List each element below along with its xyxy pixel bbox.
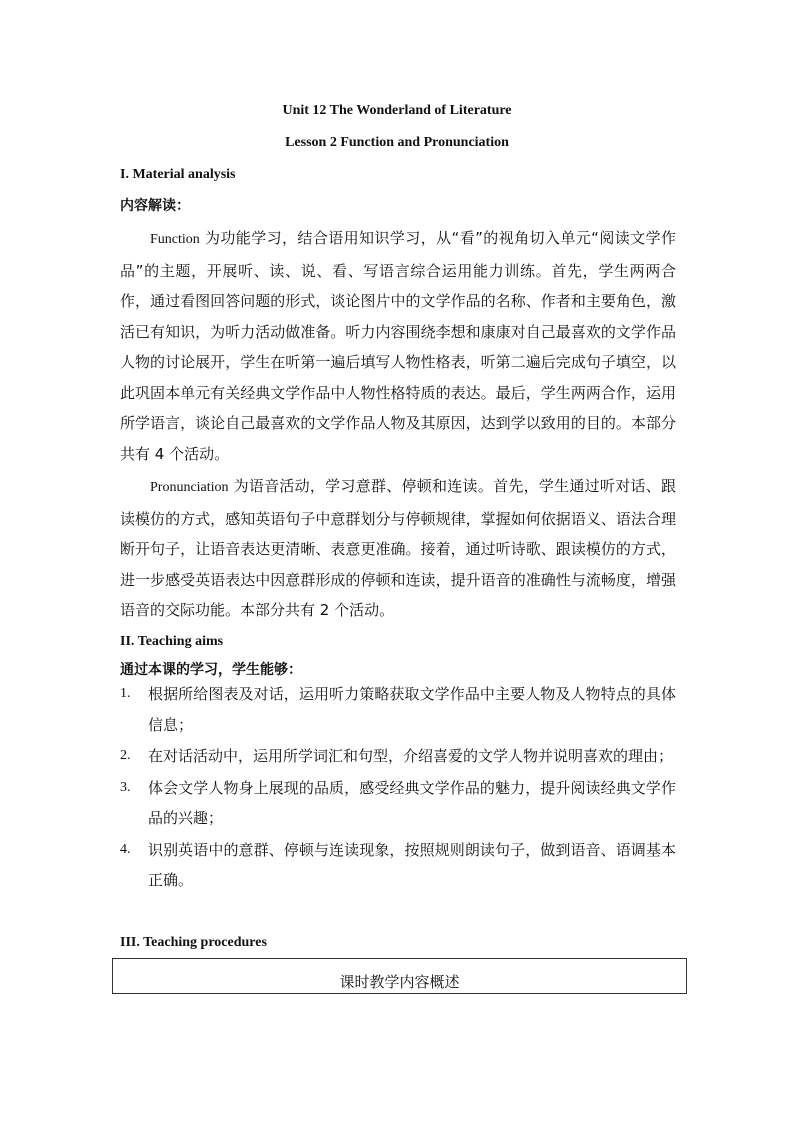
list-item: 3. 体会文学人物身上展现的品质，感受经典文学作品的魅力，提升阅读经典文学作品的兴趣；: [120, 778, 676, 827]
paragraph-function: [120, 223, 676, 469]
section-heading-teaching-aims: II. Teaching aims: [120, 634, 224, 649]
paragraph-pronunciation-body: 为语音活动，学习意群、停顿和连读。首先，学生通过听对话、跟读模仿的方式，感知英语句子中意群划分与停顿规律，掌握如何依据语义、语法合理断开句子，让语音表达更清晰、表意更准确。接着，通过听诗歌、跟读模仿的方式，进一步感受英语表达中因意群形成的停顿和连读，提升语音的准确性与流畅度，增强语音的交际功能。本部分共有 2 个活动。: [120, 477, 676, 619]
section-heading-material-analysis: I. Material analysis: [120, 167, 236, 182]
subheading-students-able: 通过本课的学习，学生能够：: [120, 662, 302, 678]
list-item: 1. 根据所给图表及对话，运用听力策略获取文学作品中主要人物及人物特点的具体信息；: [120, 685, 676, 734]
paragraph-pronunciation-lead: Pronunciation: [150, 480, 229, 495]
lesson-title: Lesson 2 Function and Pronunciation: [285, 135, 509, 150]
section-heading-teaching-procedures: III. Teaching procedures: [120, 935, 267, 950]
paragraph-function-body: 为功能学习，结合语用知识学习，从“看”的视角切入单元“阅读文学作品”的主题，开展听、读、说、看、写语言综合运用能力训练。首先，学生两两合作，通过看图回答问题的形式，谈论图片中的文学作品的名称、作者和主要角色，激活已有知识，为听力活动做准备。听力内容围绕李想和康康对自己最喜欢的文学作品人物的讨论展开，学生在听第一遍后填写人物性格表，听第二遍后完成句子填空，以此巩固本单元有关经典文学作品中人物性格特质的表达。最后，学生两两合作，运用所学语言，谈论自己最喜欢的文学作品人物及其原因，达到学以致用的目的。本部分共有 4 个活动。: [120, 229, 676, 463]
table-header-lesson-summary: 课时教学内容概述: [112, 958, 687, 994]
teaching-aims-list: [120, 679, 676, 897]
unit-title: Unit 12 The Wonderland of Literature: [282, 103, 512, 118]
list-item: 2. 在对话活动中，运用所学词汇和句型，介绍喜爱的文学人物并说明喜欢的理由；: [120, 747, 674, 765]
paragraph-pronunciation: [120, 471, 676, 626]
list-item: 4. 识别英语中的意群、停顿与连读现象，按照规则朗读句子，做到语音、语调基本正确。: [120, 840, 676, 889]
subheading-content-interpretation: 内容解读：: [120, 198, 190, 214]
paragraph-function-lead: Function: [150, 232, 200, 247]
